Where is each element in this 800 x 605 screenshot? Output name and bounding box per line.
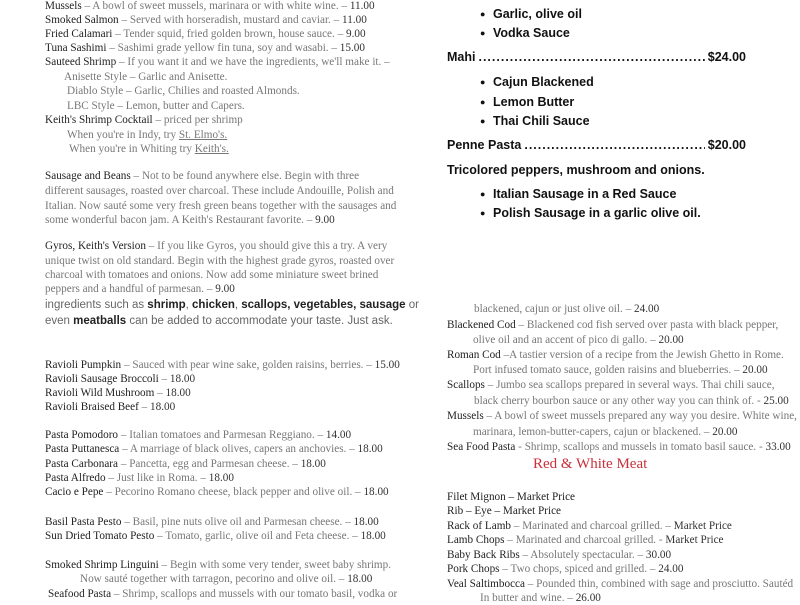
item-price: 9.00 xyxy=(315,214,335,226)
menu-line xyxy=(45,283,235,296)
menu-line xyxy=(67,100,245,113)
item-description: – Marinated and charcoal grilled. - xyxy=(504,534,666,546)
item-description: Anisette Style – Garlic and Anisette. xyxy=(64,71,228,83)
item-description: –A tastier version of a recipe from the Jewish Ghetto in Rome. xyxy=(500,349,784,361)
item-price: 18.00 xyxy=(300,458,326,470)
item-price: 11.00 xyxy=(349,0,375,12)
menu-line xyxy=(67,85,300,98)
item-description: marinara, lemon-butter-capers, cajun or blackened. – xyxy=(473,426,713,438)
item-name: Keith's Shrimp Cocktail xyxy=(45,114,153,126)
item-description: black cherry bourbon sauce or any other way you can think of. - xyxy=(474,395,764,407)
menu-line xyxy=(45,387,191,400)
menu-line xyxy=(45,472,234,485)
item-name: Pasta Alfredo xyxy=(45,472,106,484)
item-description: – Blackened cod fish served over pasta with black pepper, xyxy=(515,319,779,331)
item-description: – Marinated and charcoal grilled. – xyxy=(511,520,674,532)
item-name: Veal Saltimbocca xyxy=(447,578,525,590)
menu-line xyxy=(447,520,732,533)
item-name: Pasta Carbonara xyxy=(45,458,119,470)
item-name: Mahi xyxy=(447,50,476,64)
menu-line xyxy=(45,486,389,499)
item-description: – Italian tomatoes and Parmesan Reggiano. – xyxy=(118,429,326,441)
menu-line xyxy=(447,578,793,591)
item-price: 18.00 xyxy=(353,516,379,528)
item-name: Pasta Puttanesca xyxy=(45,443,120,455)
note-text: ingredients such as xyxy=(45,299,148,311)
item-name: Sausage and Beans xyxy=(45,170,131,182)
menu-line xyxy=(69,143,229,156)
menu-line xyxy=(45,269,378,282)
item-name: Sea Food Pasta xyxy=(447,441,516,453)
penne-description: Tricolored peppers, mushroom and onions. xyxy=(447,163,705,177)
item-price: 26.00 xyxy=(575,592,601,604)
item-name: Basil Pasta Pesto xyxy=(45,516,122,528)
menu-line xyxy=(48,588,397,601)
item-description: LBC Style – Lemon, butter and Capers. xyxy=(67,100,245,112)
item-description: – A bowl of sweet mussels prepared any way you desire. White wine, xyxy=(483,410,797,422)
item-description: When you're in Whiting try xyxy=(69,143,195,155)
menu-line xyxy=(45,214,335,227)
mahi-item xyxy=(447,50,746,64)
ingredients-note-line2 xyxy=(45,315,393,328)
menu-line xyxy=(45,429,351,442)
item-description: Now sauté together with tarragon, pecorino and olive oil. – xyxy=(80,573,348,585)
item-description: different sausages, roasted over charcoal. These include Andouille, Polish and xyxy=(45,185,394,197)
item-price: 24.00 xyxy=(634,303,660,315)
item-description: olive oil and an accent of pico di gallo. – xyxy=(473,334,659,346)
item-name: Scallops xyxy=(447,379,485,391)
item-price: 18.00 xyxy=(360,530,386,542)
menu-line xyxy=(45,200,396,213)
item-name: Ravioli Sausage Broccoli xyxy=(45,373,159,385)
item-price: 20.00 xyxy=(658,334,684,346)
item-description: – Just like in Roma. – xyxy=(105,472,209,484)
menu-line xyxy=(447,491,575,504)
menu-line xyxy=(447,441,791,454)
sauce-option: ● Italian Sausage in a Red Sauce xyxy=(493,187,676,201)
section-heading-meat: Red & White Meat xyxy=(533,456,648,472)
menu-line xyxy=(45,0,375,13)
item-description: – Basil, pine nuts olive oil and Parmesan cheese. – xyxy=(121,516,354,528)
menu-line xyxy=(447,549,671,562)
item-name: Fried Calamari xyxy=(45,28,113,40)
item-name: Ravioli Pumpkin xyxy=(45,359,122,371)
menu-line xyxy=(45,458,326,471)
item-name: Gyros, Keith's Version xyxy=(45,240,146,252)
item-description: – Not to be found anywhere else. Begin with three xyxy=(130,170,360,182)
item-price: 33.00 xyxy=(765,441,791,453)
item-name: Ravioli Wild Mushroom xyxy=(45,387,155,399)
item-price: 18.00 xyxy=(357,443,383,455)
item-name: Pasta Pomodoro xyxy=(45,429,119,441)
item-name: Mussels xyxy=(447,410,484,422)
note-bold: shrimp xyxy=(147,299,186,311)
menu-line xyxy=(447,410,797,423)
item-price: 18.00 xyxy=(169,373,196,385)
menu-line xyxy=(45,114,243,127)
menu-line xyxy=(67,129,227,142)
item-price: 20.00 xyxy=(742,364,768,376)
item-price: 20.00 xyxy=(712,426,738,438)
menu-line xyxy=(45,240,387,253)
item-description: Italian. Now sauté some very fresh green beans together with the sausages and xyxy=(45,200,397,212)
item-name: Seafood Pasta xyxy=(48,588,112,600)
item-description: – Pounded thin, combined with sage and prosciutto. Sautéd xyxy=(524,578,794,590)
item-description: some wonderful bacon jam. A Keith's Restaurant favorite. – xyxy=(45,214,316,226)
sauce-option: ● Polish Sausage in a garlic olive oil. xyxy=(493,206,701,220)
item-name: Tuna Sashimi xyxy=(45,42,107,54)
item-price: Market Price xyxy=(665,534,724,546)
item-price: 25.00 xyxy=(763,395,789,407)
menu-line xyxy=(45,28,366,41)
menu-line xyxy=(474,395,789,408)
item-description: – Tomato, garlic, olive oil and Feta cheese. – xyxy=(154,530,361,542)
menu-line xyxy=(45,443,383,456)
item-price: 30.00 xyxy=(645,549,672,561)
leader-dots xyxy=(524,138,704,152)
item-price: 18.00 xyxy=(208,472,234,484)
menu-line xyxy=(45,56,390,69)
item-price: Market Price xyxy=(673,520,732,532)
menu-line xyxy=(447,349,784,362)
item-description: – Served with horseradish, mustard and caviar. – xyxy=(118,14,343,26)
menu-line xyxy=(45,42,365,55)
note-bold: scallops, vegetables, sausage xyxy=(241,299,406,311)
note-bold: meatballs xyxy=(73,315,127,327)
item-price: 18.00 xyxy=(150,401,176,413)
item-description: – Jumbo sea scallops prepared in several ways. Thai chili sauce, xyxy=(484,379,775,391)
menu-line xyxy=(474,303,659,316)
sauce-option: ● Vodka Sauce xyxy=(493,26,570,40)
menu-line xyxy=(45,530,386,543)
sauce-option: ● Garlic, olive oil xyxy=(493,7,582,21)
note-text: , xyxy=(234,299,242,311)
ingredients-note-line1 xyxy=(45,299,419,312)
item-description: – xyxy=(158,373,170,385)
item-name: Sun Dried Tomato Pesto xyxy=(45,530,155,542)
menu-line xyxy=(45,185,394,198)
item-price: 9.00 xyxy=(346,28,366,40)
menu-line xyxy=(64,71,227,84)
item-name: Cacio e Pepe xyxy=(45,486,104,498)
item-description: – Shrimp, scallops and mussels with our tomato basil, vodka or xyxy=(111,588,398,600)
menu-line xyxy=(473,334,684,347)
menu-line xyxy=(45,401,175,414)
item-price: 18.00 xyxy=(363,486,389,498)
item-description: – priced per shrimp xyxy=(152,114,243,126)
item-name: Penne Pasta xyxy=(447,138,522,152)
menu-line xyxy=(473,426,737,439)
item-price: 24.00 xyxy=(658,563,684,575)
item-name: Smoked Shrimp Linguini xyxy=(45,559,159,571)
item-name: Filet Mignon – Market Price xyxy=(447,491,576,503)
menu-line xyxy=(447,319,778,332)
item-price: 14.00 xyxy=(325,429,352,441)
leader-dots xyxy=(478,50,704,64)
item-price: 15.00 xyxy=(339,42,365,54)
item-name: Mussels xyxy=(45,0,82,12)
item-description: unique twist on old standard. Begin with the highest grade gyros, roasted over xyxy=(45,255,395,267)
item-description: – A bowl of sweet mussels, marinara or with white wine. – xyxy=(81,0,350,12)
sauce-option: ● Cajun Blackened xyxy=(493,75,594,89)
item-description: charcoal with tomatoes and onions. Now add some miniature sweet brined xyxy=(45,269,379,281)
menu-line xyxy=(45,559,391,572)
menu-line xyxy=(45,373,195,386)
sauce-option: ● Lemon Butter xyxy=(493,95,574,109)
item-description: – xyxy=(154,387,166,399)
item-price: 15.00 xyxy=(374,359,400,371)
item-description: In butter and wine. – xyxy=(480,592,576,604)
menu-line xyxy=(45,516,379,529)
penne-item xyxy=(447,138,746,152)
item-price: 9.00 xyxy=(215,283,235,295)
item-price: $20.00 xyxy=(707,138,746,152)
item-price: 18.00 xyxy=(347,573,373,585)
item-description: – Sauced with pear wine sake, golden raisins, berries. – xyxy=(121,359,375,371)
item-name: Rib – Eye – Market Price xyxy=(447,505,562,517)
item-description: – Pecorino Romano cheese, black pepper and olive oil. – xyxy=(103,486,364,498)
item-name: Blackened Cod xyxy=(447,319,516,331)
item-description: – Sashimi grade yellow fin tuna, soy and wasabi. – xyxy=(106,42,340,54)
item-description: When you're in Indy, try xyxy=(67,129,179,141)
menu-line xyxy=(45,359,400,372)
item-price: $24.00 xyxy=(707,50,746,64)
menu-line xyxy=(45,255,394,268)
item-description: – Absolutely spectacular. – xyxy=(519,549,646,561)
item-description: – Tender squid, fried golden brown, house sauce. – xyxy=(112,28,347,40)
menu-line xyxy=(447,505,561,518)
restaurant-link: St. Elmo's. xyxy=(178,129,228,141)
item-description: – Begin with some very tender, sweet baby shrimp. xyxy=(158,559,392,571)
item-description: – If you want it and we have the ingredients, we'll make it. – xyxy=(116,56,390,68)
item-description: – Pancetta, egg and Parmesan cheese. – xyxy=(118,458,301,470)
item-name: Smoked Salmon xyxy=(45,14,119,26)
menu-line xyxy=(480,592,601,605)
note-text: even xyxy=(45,315,74,327)
menu-line xyxy=(45,170,359,183)
menu-line xyxy=(45,14,367,27)
item-name: Baby Back Ribs xyxy=(447,549,520,561)
note-bold: chicken xyxy=(192,299,235,311)
item-description: – Two chops, spiced and grilled. – xyxy=(499,563,659,575)
note-text: can be added to accommodate your taste. Just ask. xyxy=(126,315,393,327)
item-description: Port infused tomato sauce, golden raisins and blueberries. – xyxy=(473,364,743,376)
item-description: – If you like Gyros, you should give this a try. A very xyxy=(145,240,388,252)
menu-line xyxy=(447,534,724,547)
item-name: Roman Cod xyxy=(447,349,501,361)
item-description: peppers and a handful of parmesan. – xyxy=(45,283,216,295)
menu-line xyxy=(473,364,768,377)
item-name: Sauteed Shrimp xyxy=(45,56,117,68)
item-description: – xyxy=(138,401,151,413)
sauce-option: ● Thai Chili Sauce xyxy=(493,114,590,128)
item-name: Lamb Chops xyxy=(447,534,505,546)
item-description: Diablo Style – Garlic, Chilies and roasted Almonds. xyxy=(67,85,300,97)
item-description: – A marriage of black olives, capers an anchovies. – xyxy=(119,443,358,455)
item-name: Rack of Lamb xyxy=(447,520,511,532)
item-name: Ravioli Braised Beef xyxy=(45,401,139,413)
note-text: or xyxy=(405,299,419,311)
item-name: Pork Chops xyxy=(447,563,500,575)
note-text: , xyxy=(185,299,193,311)
item-price: 18.00 xyxy=(165,387,191,399)
item-description: blackened, cajun or just olive oil. – xyxy=(474,303,635,315)
menu-line xyxy=(80,573,372,586)
item-price: 11.00 xyxy=(342,14,367,26)
menu-line xyxy=(447,379,775,392)
menu-line xyxy=(447,563,683,576)
item-description: - Shrimp, scallops and mussels in tomato basil sauce. - xyxy=(515,441,766,453)
restaurant-link: Keith's. xyxy=(194,143,229,155)
